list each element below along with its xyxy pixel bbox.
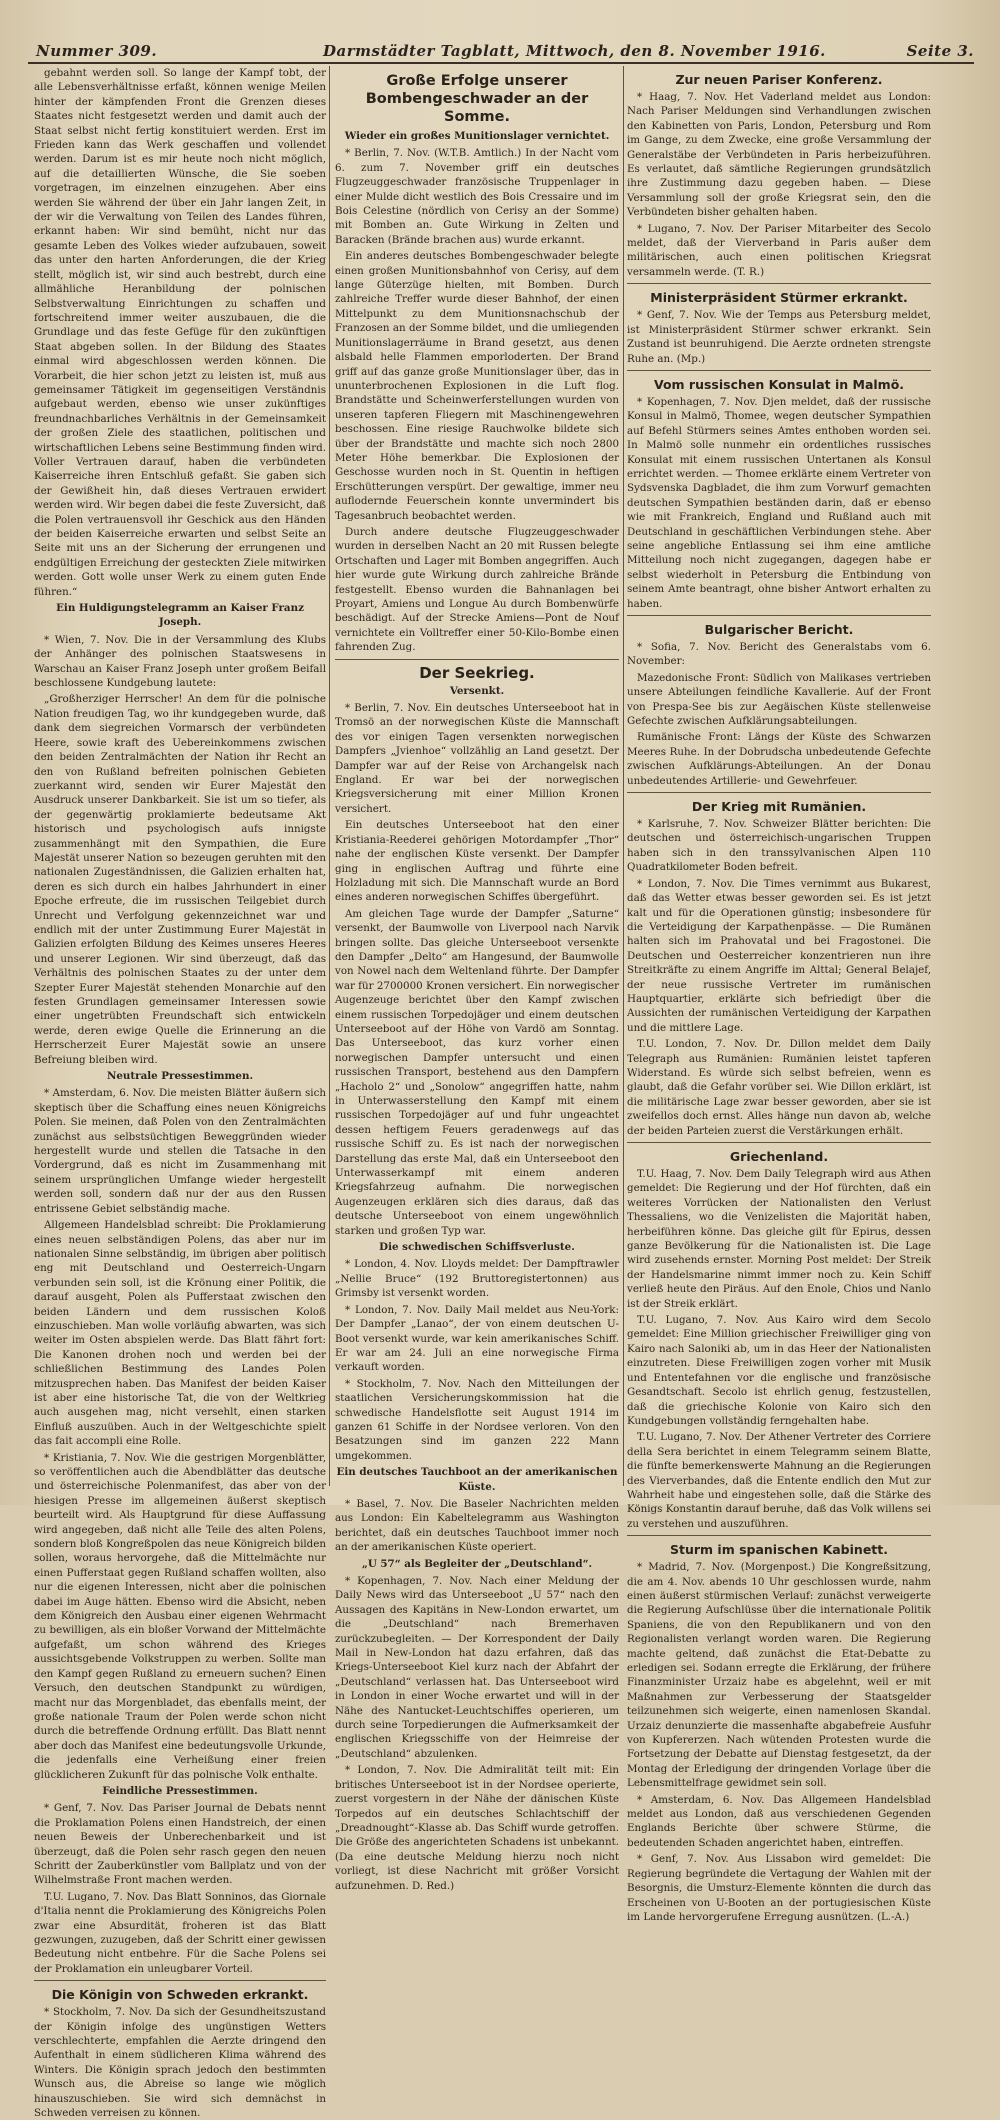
- section-heading: „U 57“ als Begleiter der „Deutschland“.: [361, 1557, 593, 1570]
- article-paragraph: * Stockholm, 7. Nov. Da sich der Gesundheitszustand der Königin infolge des ungünstigen Wetters verschlechterte, empfahlen die Aerzte dringend den Aufenthalt in einem südlicheren Klima während des Winters. Die Königin sprach jedoch den bestimmten Wunsch aus, die Abreise so lange wie möglich hinauszuschieben. Sie wird sich demnächst in Schweden verreisen zu können.: [34, 2006, 326, 2120]
- article-paragraph: Mazedonische Front: Südlich von Malikases vertrieben unsere Abteilungen feindliche Kavallerie. Auf der Front von Prespa-See bis zur Aegäischen Küste stellenweise Gefechte zwischen Aufklärungsabteilungen.: [627, 671, 931, 728]
- section-divider: [627, 283, 931, 284]
- section-divider: [627, 792, 931, 793]
- article-paragraph: * Basel, 7. Nov. Die Baseler Nachrichten melden aus London: Ein Kabeltelegramm aus Washington berichtet, daß ein deutsches Tauchboot immer noch an der amerikanischen Küste operiert.: [335, 1497, 619, 1554]
- column-middle: [335, 66, 619, 1892]
- article-headline: Bulgarischer Bericht.: [704, 622, 854, 637]
- article-paragraph: T.U. Haag, 7. Nov. Dem Daily Telegraph wird aus Athen gemeldet: Die Regierung und der Hof fürchten, daß ein weiteres Vorrücken der Nationalisten den Verlust Thessaliens, wo die Venizelisten die Majorität haben, herbeiführen könne. Das gleiche gilt für Epirus, dessen ganze Bevölkerung für die Nationalisten ist. Die Lage wird zusehends ernster. Morning Post meldet: Der Streik der Handelsmarine nimmt immer noch zu. Kein Schiff verließ heute den Piräus. Auf den Enole, Chios und Nanlo ist der Streik erklärt.: [627, 1168, 931, 1310]
- section-divider: [627, 1535, 931, 1536]
- article-paragraph: * Haag, 7. Nov. Het Vaderland meldet aus London: Nach Pariser Meldungen sind Verhandlungen zwischen den Kabinetten von Paris, London, Petersburg und Rom im Gange, zu dem Zwecke, eine große Versammlung der Generalstäbe der Verbündeten in Paris herbeizuführen. Es verlautet, daß sämtliche Regierungen grundsätzlich ihre Zustimmung dazu gegeben haben. — Diese Versammlung soll der große Kriegsrat sein, den die Verbündeten bisher gehalten haben.: [627, 91, 931, 219]
- article-paragraph: * Genf, 7. Nov. Aus Lissabon wird gemeldet: Die Regierung begründete die Vertagung der Wahlen mit der Besorgnis, die Umsturz-Elemente könnten die durch das Erscheinen von U-Booten an der portugiesischen Küste im Lande hervorgerufene Erregung ausnützen. (L.-A.): [627, 1853, 931, 1923]
- article-headline: Vom russischen Konsulat in Malmö.: [653, 376, 905, 392]
- article-paragraph: * Genf, 7. Nov. Wie der Temps aus Petersburg meldet, ist Ministerpräsident Stürmer schwer erkrankt. Sein Zustand ist beunruhigend. Die Aerzte ordneten strengste Ruhe an. (Mp.): [627, 309, 931, 365]
- section-heading: Ein Huldigungstelegramm an Kaiser Franz Joseph.: [56, 602, 304, 629]
- article-paragraph: * Karlsruhe, 7. Nov. Schweizer Blätter berichten: Die deutschen und österreichisch-ungarischen Truppen haben sich in den transsylvanischen Alpen 110 Quadratkilometer Boden befreit.: [627, 818, 931, 874]
- section-heading: Ein deutsches Tauchboot an der amerikanischen Küste.: [336, 1466, 618, 1493]
- article-headline: Griechenland.: [729, 1149, 829, 1164]
- article-paragraph: Allgemeen Handelsblad schreibt: Die Proklamierung eines neuen selbständigen Polens, das aber nur im nationalen Sinne selbständig, im übrigen aber politisch eng mit Deutschland und Oesterreich-Ungarn verbunden sein soll, ist die Krönung einer Politik, die darauf ausgeht, Polen als Pufferstaat zwischen den beiden Ländern und dem russischen Koloß einzuschieben. Man wolle vorläufig abwarten, was sich weiter im Osten abspielen werde. Das Blatt fährt fort: Die Kanonen drohen noch und werden bei der schließlichen Bestimmung des Landes Polen mitzusprechen haben. Das Manifest der beiden Kaiser ist aber eine historische Tat, die von der Weltkrieg auch ausgehen mag, nicht versehlt, einen starken Einfluß auszuüben. Auch in der Weltgeschichte spielt das fait accompli eine Rolle.: [34, 1219, 326, 1448]
- section-divider: [627, 370, 931, 371]
- section-divider: [627, 1142, 931, 1143]
- article-paragraph: gebahnt werden soll. So lange der Kampf tobt, der alle Lebensverhältnisse erfaßt, können wenige Meilen hinter der kämpfenden Front die Grenzen dieses Staates nicht festgesetzt werden und damit auch der Staat selbst nicht fertig konstituiert werden. Erst im Frieden kann das Werk geschaffen und vollendet werden. Darum ist es mir heute noch nicht möglich, auf die detaillierten Wünsche, die Sie soeben vorgetragen, im einzelnen einzugehen. Aber eins werden Sie während der über ein Jahr langen Zeit, in der wir die Verwaltung von Teilen des Landes führen, erkannt haben: Wir sind bemüht, nicht nur das gesamte Leben des Volkes wieder aufzubauen, soweit das unter den harten Anforderungen, die der Krieg stellt, möglich ist, wir sind auch bestrebt, durch eine allmähliche Heranbildung der polnischen Selbstverwaltung Einrichtungen zu schaffen und fortschreitend immer weiter auszubauen, die die Grundlage und das feste Gefüge für den zukünftigen Staat abgeben sollen. In der Bildung des Staates einmal wird abgeschlossen werden können. Die Vorarbeit, die hier schon jetzt zu leisten ist, muß aus gemeinsamer Tätigkeit im gegenseitigen Verständnis aufgebaut werden, ebenso wie unser zukünftiges freundnachbarliches Verhältnis in der Gemeinsamkeit der großen Ziele des staatlichen, politischen und wirtschaftlichen Lebens seine Bestimmung finden wird. Voller Vertrauen darauf, haben die verbündeten Kaiserreiche ihren Entschluß gefaßt. Sie gaben sich der Gewißheit hin, daß dieses Vertrauen erwidert werden wird. Wir begen dabei die feste Zuversicht, daß die Polen vertrauensvoll ihr Geschick aus den Händen der beiden Kaiserreiche erwarten und selbst Seite an Seite mit uns an der Sicherung der errungenen und endgültigen Erreichung der gesteckten Ziele mitwirken werden. Gott wolle unser Werk zu einem guten Ende führen.“: [34, 67, 326, 598]
- article-paragraph: „Großherziger Herrscher! An dem für die polnische Nation freudigen Tag, wo ihr kundgegeben wurde, daß dank dem siegreichen Vormarsch der verbündeten Heere, sowie kraft des Uebereinkommens zwischen den beiden Zentralmächten der Nation ihr Recht an den von Rußland befreiten polnischen Gebieten zuerkannt wird, senden wir Eurer Majestät den Ausdruck unserer Dankbarkeit. Sie ist um so tiefer, als der gegenwärtig proklamierte bedeutsame Akt historisch und psychologisch aufs innigste zusammenhängt mit den Sympathien, die Eure Majestät unserer Nation so bezeugen geruhten mit den nationalen Zugeständnissen, die Galizien erhalten hat, deren es sich durch ein halbes Jahrhundert in einer Epoche erfreute, die im russischen Teilgebiet durch Unrecht und Verfolgung gekennzeichnet war und endlich mit der unter Zustimmung Eurer Majestät in Galizien erfolgten Bildung des Keimes unseres Heeres und unserer Legionen. Wir sind überzeugt, daß das Verhältnis des polnischen Staates zu der unter dem Szepter Eurer Majestät stehenden Monarchie auf den festen Grundlagen gemeinsamer Interessen sowie einer ungetrübten Freundschaft sich entwickeln werde, deren ewige Quelle die Erinnerung an die Herrscherzeit Eurer Majestät sowie an unsere Befreiung bleiben wird.: [34, 693, 326, 1066]
- article-paragraph: * Kopenhagen, 7. Nov. Nach einer Meldung der Daily News wird das Unterseeboot „U 57“ nach den Aussagen des Kapitäns in New-London erwartet, um die „Deutschland“ nach Bremerhaven zurückzubegleiten. — Der Korrespondent der Daily Mail in New-London hat dazu erfahren, daß das Kriegs-Unterseeboot Kiel kurz nach der Abfahrt der „Deutschland“ verlassen hat. Das Unterseeboot wird in London in einer Woche erwartet und will in der Nähe des Nantucket-Leuchtschiffes operieren, um durch seine Torpedierungen die Aufmerksamkeit der englischen Kriegsschiffe von der Heimreise der „Deutschland“ abzulenken.: [335, 1575, 619, 1760]
- column-right: [627, 66, 931, 1923]
- article-paragraph: * London, 7. Nov. Die Admiralität teilt mit: Ein britisches Unterseeboot ist in der Nordsee operierte, zuerst vorgestern in der Nähe der dänischen Küste Torpedos auf ein deutsches Schlachtschiff der „Dreadnought“-Klasse ab. Das Schiff wurde getroffen. Die Größe des angerichteten Schadens ist unbekannt. (Da eine deutsche Meldung hierzu noch nicht vorliegt, ist diese Nachricht mit größer Vorsicht aufzunehmen. D. Red.): [335, 1764, 619, 1892]
- column-divider: [623, 66, 624, 1486]
- article-headline: Der Seekrieg.: [419, 663, 535, 682]
- article-paragraph: Am gleichen Tage wurde der Dampfer „Saturne“ versenkt, der Baumwolle von Liverpool nach Narvik bringen sollte. Das gleiche Unterseeboot versenkte den Dampfer „Delto“ am Hangesund, der Baumwolle von Nowel nach dem Weltenland führte. Der Dampfer war für 2700000 Kronen versichert. Ein norwegischer Augenzeuge berichtet über den Kampf zwischen einem russischen Torpedojäger und einem deutschen Unterseeboot auf der Höhe von Vardö am Sonntag. Das Unterseeboot, das kurz vorher einen norwegischen Dampfer untersucht und einen russischen Transport, bestehend aus den Dampfern „Hacholo 2“ und „Sonolow“ angegriffen hatte, nahm in Unterwasserstellung den Kampf mit einem russischen Torpedojäger auf und fuhr ungeachtet dessen heftigem Feuers geradenwegs auf das russische Schiff zu. Es ist nach der norwegischen Darstellung das erste Mal, daß ein Unterseeboot den Unterwasserkampf mit einem anderen Kriegsfahrzeug aufnahm. Die norwegischen Augenzeugen erklären sich dies daraus, daß das deutsche Unterseeboot von einem ungewöhnlich starken und großen Typ war.: [335, 907, 619, 1237]
- column-left: [34, 66, 326, 2120]
- article-paragraph: * Stockholm, 7. Nov. Nach den Mitteilungen der staatlichen Versicherungskommission hat die schwedische Handelsflotte seit August 1914 im ganzen 61 Schiffe in der Nordsee verloren. Von den Besatzungen sind im ganzen 222 Mann umgekommen.: [335, 1377, 619, 1462]
- article-subheading: Wieder ein großes Munitionslager vernichtet.: [344, 130, 610, 142]
- article-paragraph: T.U. Lugano, 7. Nov. Der Athener Vertreter des Corriere della Sera berichtet in einem Telegramm seinem Blatte, die fünfte bemerkenswerte Mahnung an die Regierungen des Vierverbandes, daß die Entente endlich den Mut zur Wahrheit habe und eingestehen solle, daß die Stärke des Königs Konstantin darauf beruhe, daß das Volk willens sei zu verstehen und auszuführen.: [627, 1431, 931, 1530]
- article-paragraph: * London, 4. Nov. Lloyds meldet: Der Dampftrawler „Nellie Bruce“ (192 Bruttoregistertonnen) aus Grimsby ist versenkt worden.: [335, 1258, 619, 1300]
- article-paragraph: * Lugano, 7. Nov. Der Pariser Mitarbeiter des Secolo meldet, daß der Vierverband in Paris außer dem militärischen, auch einen politischen Kriegsrat versammeln werde. (T. R.): [627, 222, 931, 278]
- article-paragraph: * Kristiania, 7. Nov. Wie die gestrigen Morgenblätter, so veröffentlichen auch die Abendblätter das deutsche und österreichische Polenmanifest, das aber von der hiesigen Presse im allgemeinen äußerst skeptisch beurteilt wird. Als Hauptgrund für diese Auffassung wird angegeben, daß nicht alle Teile des alten Polens, sondern bloß Kongreßpolen das neue Königreich bilden sollen, woraus hervorgehe, daß die Mittelmächte nur einen Pufferstaat gegen Rußland schaffen wollten, also nur die eigenen Interessen, nicht aber die polnischen dabei im Auge hätten. Ebenso wird die Absicht, neben dem Königreich den Ausbau einer eigenen Wehrmacht zu bewilligen, als ein bloßer Vorwand der Mittelmächte aufgefaßt, um schon während des Krieges aussichtsgebende Volkstruppen zu werben. Sollte man den Kampf gegen Rußland zu erneuern suchen? Einen Versuch, den deutschen Standpunkt zu würdigen, macht nur das Morgenbladet, das ebenfalls meint, der große nationale Traum der Polen werde schon nicht durch die betreffende Ordnung erfüllt. Das Blatt nennt aber doch das Manifest eine bedeutungsvolle Urkunde, die jedenfalls eine Verheißung einer freien glücklicheren Zukunft für das polnische Volk enthalte.: [34, 1451, 326, 1781]
- section-divider: [335, 659, 619, 660]
- article-paragraph: * Berlin, 7. Nov. Ein deutsches Unterseeboot hat in Tromsö an der norwegischen Küste die Mannschaft des vor einigen Tagen versenkten norwegischen Dampfers „Jvienhoe“ vollzählig an Land gesetzt. Der Dampfer war auf der Reise von Archangelsk nach England. Er war bei der norwegischen Kriegsversicherung mit einer Million Kronen versichert.: [335, 702, 619, 815]
- article-paragraph: * Amsterdam, 6. Nov. Die meisten Blätter äußern sich skeptisch über die Schaffung eines neuen Königreichs Polen. Sie meinen, daß Polen von den Zentralmächten zunächst aus selbstsüchtigen Beweggründen wieder hergestellt wurde und stellen die Tatsache in den Vordergrund, daß es nicht im Zusammenhang mit seinem ursprünglichen Umfange wieder hergestellt werden soll, sondern daß nur der aus den Russen entrissene Gebiet selbständig mache.: [34, 1087, 326, 1215]
- column-divider: [329, 66, 330, 1486]
- article-paragraph: * Wien, 7. Nov. Die in der Versammlung des Klubs der Anhänger des polnischen Staatswesens in Warschau an Kaiser Franz Joseph unter großem Beifall beschlossene Kundgebung lautete:: [34, 633, 326, 690]
- article-paragraph: Durch andere deutsche Flugzeuggeschwader wurden in derselben Nacht an 20 mit Russen belegte Ortschaften und Lager mit Bomben angegriffen. Auch hier wurde gute Wirkung durch zahlreiche Brände festgestellt. Ebenso wurden die Bahnanlagen bei Proyart, Amiens und Longue Au durch Bombenwürfe beschädigt. Auf der Strecke Amiens—Pont de Nouf vernichtete ein Volltreffer einer 50-Kilo-Bombe einen fahrenden Zug.: [335, 525, 619, 654]
- article-paragraph: * Berlin, 7. Nov. (W.T.B. Amtlich.) In der Nacht vom 6. zum 7. November griff ein deutsches Flugzeuggeschwader französische Truppenlager in einer Mulde dicht westlich des Bois Cressaire und im Bois Celestine (nördlich von Cerisy an der Somme) mit Bomben an. Gute Wirkung in Zelten und Baracken (Brände brachen aus) wurde erkannt.: [335, 147, 619, 246]
- newspaper-title-date: Darmstädter Tagblatt, Mittwoch, den 8. November 1916.: [323, 42, 826, 60]
- article-paragraph: * Sofia, 7. Nov. Bericht des Generalstabs vom 6. November:: [627, 641, 931, 668]
- article-paragraph: * Amsterdam, 6. Nov. Das Allgemeen Handelsblad meldet aus London, daß aus verschiedenen Gegenden Englands Berichte über schwere Stürme, die bedeutenden Schaden angerichtet haben, eintreffen.: [627, 1793, 931, 1849]
- article-paragraph: T.U. London, 7. Nov. Dr. Dillon meldet dem Daily Telegraph aus Rumänien: Rumänien leistet tapferen Widerstand. Es würde sich selbst befreien, wenn es glaubt, daß die Gefahr vorüber sei. Wie Dillon erklärt, ist die militärische Lage zwar besser geworden, aber sie ist zweifellos doch ernst. Alles hänge nun davon ab, welche der beiden Parteien zuerst die Verstärkungen erhält.: [627, 1038, 931, 1137]
- issue-number: Nummer 309.: [36, 42, 158, 60]
- section-heading: Feindliche Pressestimmen.: [102, 1784, 258, 1797]
- article-paragraph: * Madrid, 7. Nov. (Morgenpost.) Die Kongreßsitzung, die am 4. Nov. abends 10 Uhr geschlossen wurde, nahm einen äußerst stürmischen Verlauf: zunächst verweigerte die Regierung Aufschlüsse über die internationale Politik Spaniens, die von den Republikanern und von den Regionalisten verlangt worden waren. Die Regierung machte geltend, daß zunächst die Etat-Debatte zu erledigen sei. Sodann erregte die Erklärung, der frühere Finanzminister Urzaiz habe es abgelehnt, weil er mit Maßnahmen zur Verbesserung der Staatsgelder teilzunehmen sich weigerte, einen namenlosen Skandal. Urzaiz denunzierte die massenhafte abgabefreie Ausfuhr von Kupfererzen. Nach wütenden Protesten wurde die Fortsetzung der Debatte auf Dienstag festgesetzt, da der Montag der Erledigung der dringenden Vorlage über die Lebensmittelfrage gewidmet sein soll.: [627, 1561, 931, 1790]
- section-divider: [627, 615, 931, 616]
- article-headline: Der Krieg mit Rumänien.: [691, 799, 867, 815]
- article-headline: Sturm im spanischen Kabinett.: [670, 1542, 888, 1558]
- article-paragraph: * Kopenhagen, 7. Nov. Djen meldet, daß der russische Konsul in Malmö, Thomee, wegen deutscher Sympathien auf Befehl Stürmers seines Amtes enthoben worden sei. In Malmö solle nunmehr ein ordentliches russisches Konsulat mit einem russischen Untertanen als Konsul errichtet werden. — Thomee erklärte einem Vertreter von Sydsvenska Dagbladet, die ihm zum Vorwurf gemachten deutschen Sympathien beständen darin, daß er ebenso wie mit Frankreich, England und Rußland auch mit Deutschland in geschäftlichen Verbindungen stehe. Aber seine angebliche Entlassung sei ihm eine amtliche Mitteilung noch nicht zugegangen, dagegen habe er selbst wiederholt in Petersburg die Entbindung von seinem Amte beantragt, ohne bisher Antwort erhalten zu haben.: [627, 395, 931, 610]
- article-paragraph: Rumänische Front: Längs der Küste des Schwarzen Meeres Ruhe. In der Dobrudscha unbedeutende Gefechte zwischen Aufklärungs-Abteilungen. An der Donau unbedeutendes Artillerie- und Gewehrfeuer.: [627, 731, 931, 787]
- article-paragraph: * Genf, 7. Nov. Das Pariser Journal de Debats nennt die Proklamation Polens einen Handstreich, der einen neuen Beweis der Unberechenbarkeit und ist überzeugt, daß die Polen sehr rasch gegen den neuen Schritt der Zauberkünstler vom Ballplatz und von der Wilhelmstraße Front machen werden.: [34, 1802, 326, 1887]
- article-headline: Große Erfolge unserer Bombengeschwader an der Somme.: [365, 73, 589, 125]
- masthead: [28, 40, 974, 64]
- article-paragraph: Ein deutsches Unterseeboot hat den einer Kristiania-Reederei gehörigen Motordampfer „Thor“ nahe der englischen Küste versenkt. Der Dampfer ging in englischen Auftrag und führte eine Holzladung mit sich. Die Mannschaft wurde an Bord eines anderen norwegischen Schiffes übergeführt.: [335, 819, 619, 904]
- article-paragraph: T.U. Lugano, 7. Nov. Das Blatt Sonninos, das Giornale d'Italia nennt die Proklamierung des Königreichs Polen zwar eine Absurdität, froheren ist das Blatt gezwungen, zuzugeben, daß der Schritt einer gewissen Bedeutung nicht entbehre. Für die Sache Polens sei der Proklamation ein unleugbarer Vorteil.: [34, 1890, 326, 1975]
- article-subheading: Versenkt.: [449, 684, 505, 697]
- section-heading: Die schwedischen Schiffsverluste.: [379, 1241, 575, 1254]
- article-headline: Zur neuen Pariser Konferenz.: [675, 72, 883, 87]
- article-headline: Ministerpräsident Stürmer erkrankt.: [650, 290, 908, 306]
- article-paragraph: * London, 7. Nov. Daily Mail meldet aus Neu-York: Der Dampfer „Lanao“, der von einem deutschen U-Boot versenkt wurde, war kein amerikanisches Schiff. Er war am 24. Juli an eine norwegische Firma verkauft worden.: [335, 1303, 619, 1374]
- article-headline: Die Königin von Schweden erkrankt.: [51, 1987, 309, 2003]
- article-paragraph: T.U. Lugano, 7. Nov. Aus Kairo wird dem Secolo gemeldet: Eine Million griechischer Freiwilliger ging von Kairo nach Saloniki ab, um in das Heer der Nationalisten einzutreten. Diese Freiwilligen zogen vorher mit Musik und Ententefahnen vor die englische und französische Gesandtschaft. Secolo ist ehrlich genug, festzustellen, daß die griechische Kolonie von Kairo sich den Kundgebungen vollständig ferngehalten habe.: [627, 1314, 931, 1427]
- section-divider: [34, 1980, 326, 1981]
- article-paragraph: * London, 7. Nov. Die Times vernimmt aus Bukarest, daß das Wetter etwas besser geworden sei. Es ist jetzt kalt und für die Operationen günstig; insbesondere für die Verteidigung der Karpathenpässe. — Die Rumänen halten sich im Prahovatal und bei Fragostonei. Die Deutschen und Oesterreicher konzentrieren nun ihre Streitkräfte zu einem Angriffe im Alttal; General Belajef, der neue russische Vertreter im rumänischen Hauptquartier, erklärte sich befriedigt über die Aussichten der rumänischen Verteidigung der Karpathen und die mittlere Lage.: [627, 877, 931, 1034]
- article-paragraph: Ein anderes deutsches Bombengeschwader belegte einen großen Munitionsbahnhof von Cerisy, auf dem lange Güterzüge hielten, mit Bomben. Durch zahlreiche Treffer wurde dieser Bahnhof, der einen Mittelpunkt zu dem Munitionsnachschub der Franzosen an der Somme bildet, und die umliegenden Munitionslagerräume in Brand gesetzt, aus denen alsbald helle Flammen emporloderten. Der Brand griff auf das ganze große Munitionslager über, das in ununterbrochenen Explosionen in die Luft flog. Brandstätte und Scheinwerferstellungen wurden von unseren tapferen Fliegern mit Maschinengewehren beschossen. Eine riesige Rauchwolke bildete sich über der Brandstätte und machte sich noch 2800 Meter Höhe bemerkbar. Die Explosionen der Geschosse wurden noch in St. Quentin in heftigen Erschütterungen verspürt. Der gewaltige, immer neu auflodernde Feuerschein konnte unvermindert bis Tagesanbruch beobachtet werden.: [335, 250, 619, 522]
- section-heading: Neutrale Pressestimmen.: [106, 1070, 254, 1083]
- page-number: Seite 3.: [906, 42, 974, 60]
